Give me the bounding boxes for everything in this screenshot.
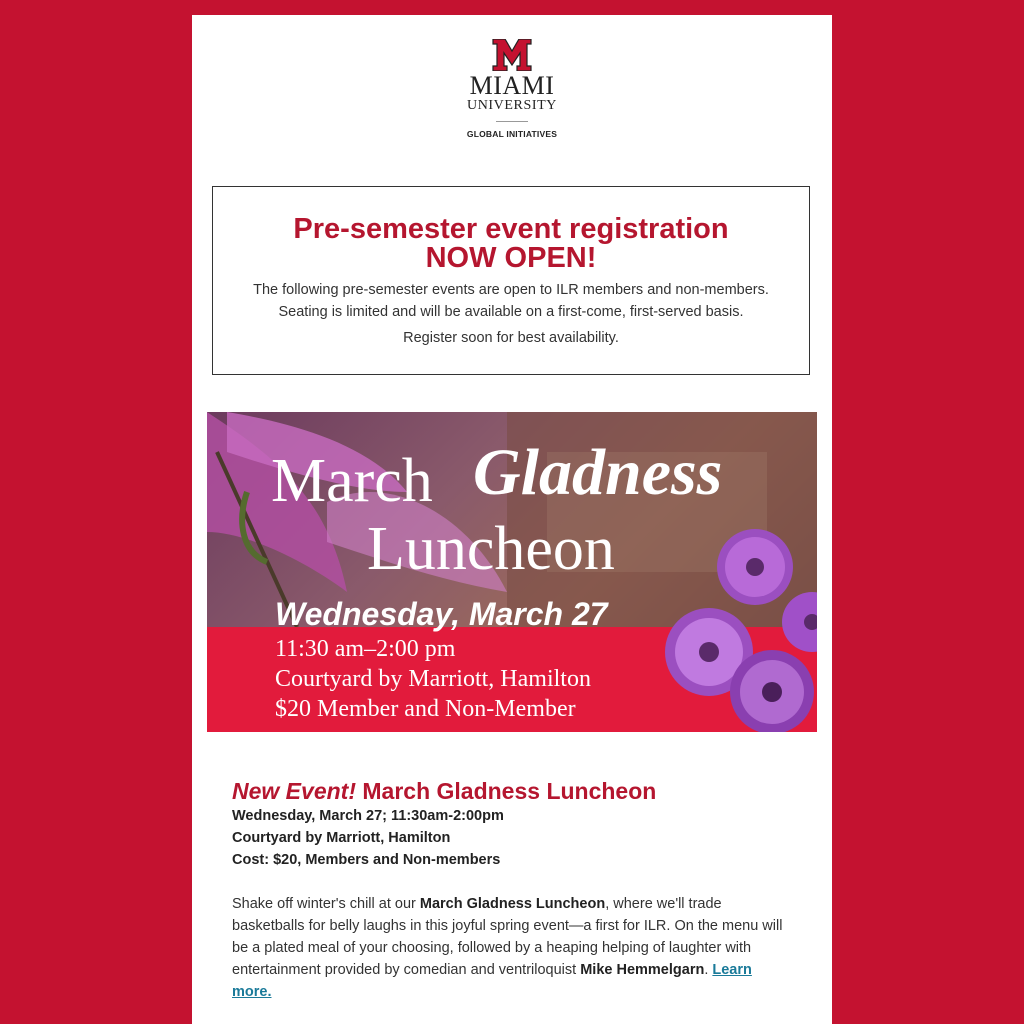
daisy-flowers-art (647, 512, 817, 732)
announcement-body: The following pre-semester events are open to ILR members and non-members. Seating is limited and will be available on a first-come, first-served basis. (253, 282, 769, 320)
banner-title-march: March (271, 447, 433, 515)
logo-divider (496, 121, 528, 122)
logo-wordmark-university: UNIVERSITY (467, 98, 557, 113)
banner-venue: Courtyard by Marriott, Hamilton (275, 666, 591, 692)
logo-subtitle: GLOBAL INITIATIVES (466, 129, 558, 139)
announcement-heading-line1: Pre-semester event registration (293, 213, 729, 245)
announcement-body-availability: Register soon for best availability. (403, 330, 619, 346)
banner-title-gladness: Gladness (473, 436, 723, 509)
miami-m-icon (492, 39, 532, 71)
event-desc-bold-1: March Gladness Luncheon (419, 896, 606, 912)
event-details (232, 777, 792, 1003)
event-banner-image[interactable] (207, 412, 817, 732)
banner-date: Wednesday, March 27 (275, 596, 608, 632)
announcement-heading-line2: NOW OPEN! (425, 242, 597, 274)
event-desc-text-3: . (704, 962, 713, 978)
banner-price: $20 Member and Non-Member (275, 696, 576, 722)
event-desc-bold-2: Mike Hemmelgarn (580, 962, 705, 978)
event-cost: Cost: $20, Members and Non-members (232, 852, 501, 868)
logo[interactable] (192, 39, 832, 139)
banner-title-luncheon: Luncheon (367, 515, 615, 583)
event-description (232, 893, 792, 1003)
email-card (192, 15, 832, 1024)
event-desc-text-2: , where we'll trade basketballs for belly laughs in this joyful spring event—a first for ILR. On the menu will be a plated meal of your choosing, followed by a heaping helping of laughter with entertainment provided by comedian and ventriloquist (232, 896, 783, 978)
event-title (232, 777, 792, 805)
logo-wordmark-miami: MIAMI (469, 71, 555, 100)
registration-announcement (212, 186, 810, 375)
event-name: March Gladness Luncheon (362, 778, 657, 804)
banner-time: 11:30 am–2:00 pm (275, 636, 456, 662)
announcement-heading (213, 215, 809, 273)
event-desc-text-1: Shake off winter's chill at our (232, 896, 420, 912)
event-new-tag: New Event! (232, 778, 356, 804)
event-where: Courtyard by Marriott, Hamilton (232, 830, 451, 846)
learn-more-link[interactable]: Learn more. (232, 962, 752, 1000)
event-when: Wednesday, March 27; 11:30am-2:00pm (232, 808, 504, 824)
